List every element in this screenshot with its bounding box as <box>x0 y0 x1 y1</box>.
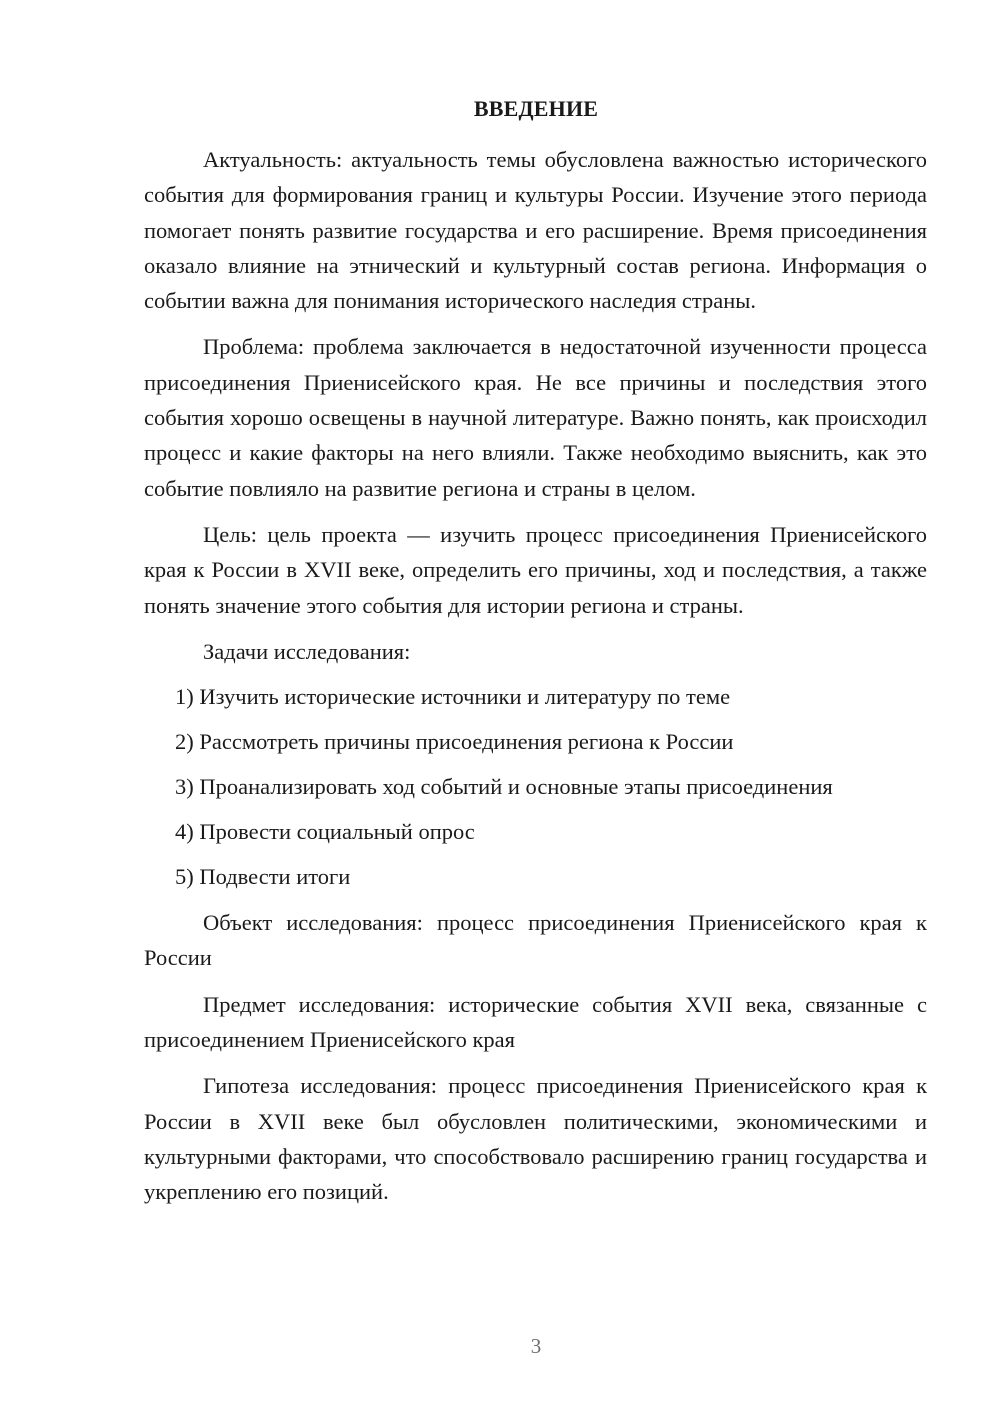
hypothesis-paragraph: Гипотеза исследования: процесс присоединения Приенисейского края к России в XVII веке был обусловлен политическими, экономическими и культурными факторами, что способствовало расширению границ государства и укреплению его позиций. <box>144 1073 927 1205</box>
subject-paragraph: Предмет исследования: исторические события XVII века, связанные с присоединением Приенисейского края <box>144 991 927 1053</box>
goal-paragraph: Цель: цель проекта — изучить процесс присоединения Приенисейского края к России в XVII веке, определить его причины, ход и последствия, а также понять значение этого события для истории региона и страны. <box>144 521 927 618</box>
relevance-paragraph: Актуальность: актуальность темы обусловлена важностью исторического события для формирования границ и культуры России. Изучение этого периода помогает понять развитие государства и его расширение. Время присоединения оказало влияние на этнический и культурный состав региона. Информация о событии важна для понимания исторического наследия страны. <box>144 147 927 314</box>
task-item-3: 3) Проанализировать ход событий и основные этапы присоединения <box>175 774 833 800</box>
problem-paragraph: Проблема: проблема заключается в недостаточной изученности процесса присоединения Приенисейского края. Не все причины и последствия этого события хорошо освещены в научной литературе. Важно понять, как происходил процесс и какие факторы на него влияли. Также необходимо выяснить, как это событие повлияло на развитие региона и страны в целом. <box>144 334 927 501</box>
task-item-2: 2) Рассмотреть причины присоединения региона к России <box>175 729 734 755</box>
task-item-4: 4) Провести социальный опрос <box>175 819 475 845</box>
object-paragraph: Объект исследования: процесс присоединения Приенисейского края к России <box>144 910 927 971</box>
tasks-heading: Задачи исследования: <box>203 638 411 664</box>
page-title: ВВЕДЕНИЕ <box>473 96 599 121</box>
document-body <box>144 142 927 1210</box>
task-item-5: 5) Подвести итоги <box>175 864 351 890</box>
tasks-list <box>144 679 927 894</box>
task-item-1: 1) Изучить исторические источники и литературу по теме <box>175 684 731 710</box>
page-number: 3 <box>530 1334 542 1358</box>
